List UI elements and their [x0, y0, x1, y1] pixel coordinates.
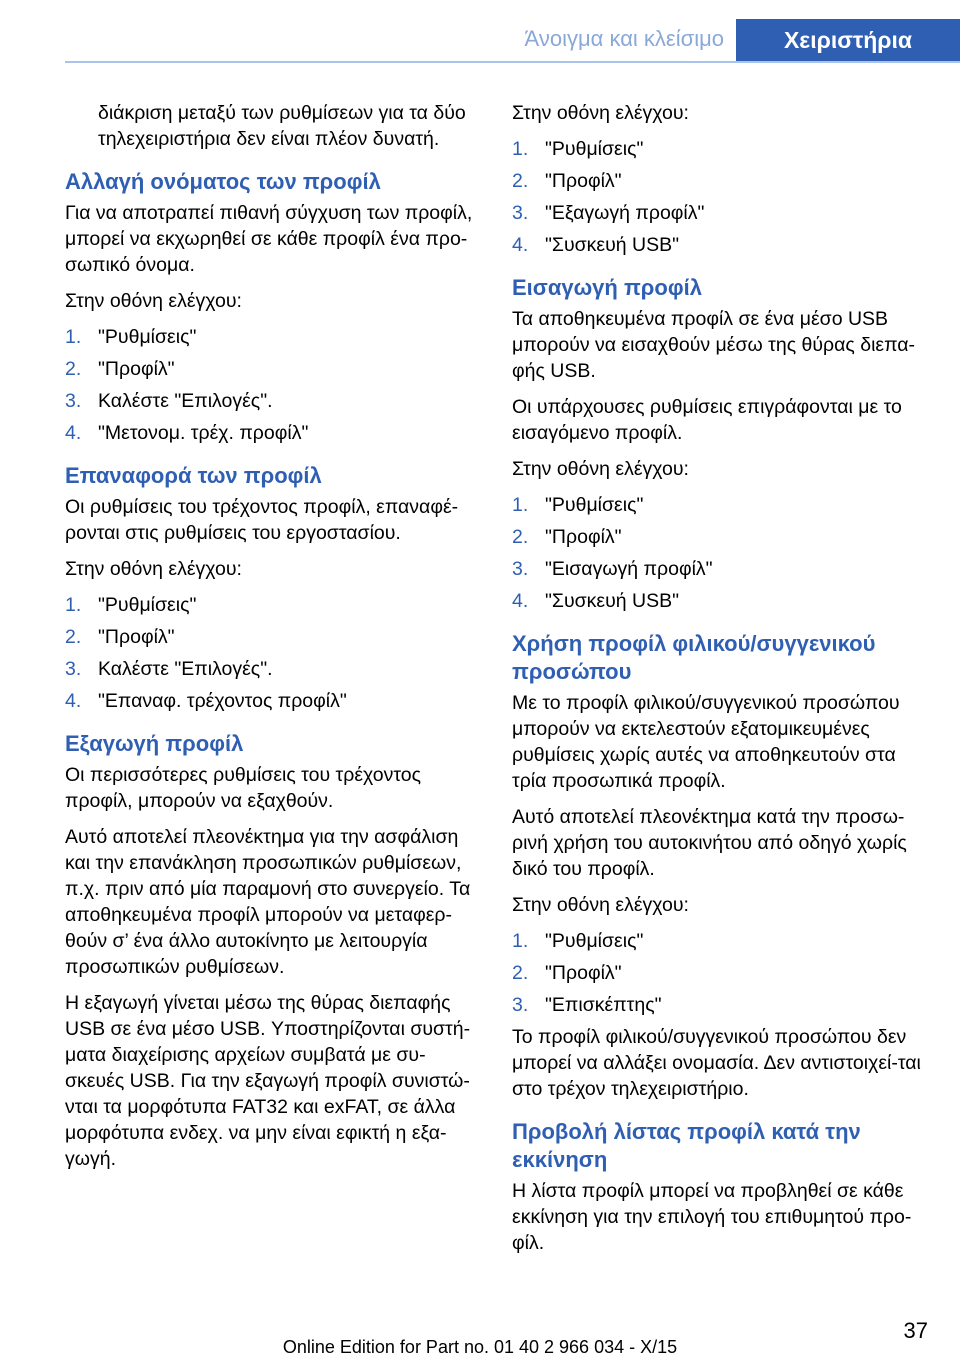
export-steps	[512, 136, 930, 258]
right-column	[512, 100, 930, 1266]
footer-edition	[0, 1337, 960, 1358]
rename-paragraph: Για να αποτραπεί πιθανή σύγχυση των προφίλ, μπορεί να εκχωρηθεί σε κάθε προφίλ ένα προ-σωπικό όνομα.	[65, 202, 473, 276]
list-item: 1. "Ρυθμίσεις"	[512, 494, 644, 516]
page-number: 37	[903, 1318, 928, 1343]
guest-steps	[512, 928, 930, 1018]
heading-import-profile: Εισαγωγή προφίλ	[512, 275, 702, 300]
list-item: 1. "Ρυθμίσεις"	[65, 594, 197, 616]
header-section-title: Άνοιγμα και κλείσιμο	[524, 26, 724, 51]
guest-paragraph-2: Αυτό αποτελεί πλεονέκτημα κατά την προσω-ρινή χρήση του αυτοκινήτου από οδηγό χωρίς δικό του προφίλ.	[512, 806, 907, 880]
page-header	[0, 0, 960, 62]
list-item: 2. "Προφίλ"	[512, 526, 622, 548]
list-item: 2. "Προφίλ"	[65, 358, 175, 380]
list-item: 3. "Εισαγωγή προφίλ"	[512, 558, 713, 580]
import-paragraph-1: Τα αποθηκευμένα προφίλ σε ένα μέσο USB μπορούν να εισαχθούν μέσω της θύρας διεπα-φής USB.	[512, 308, 916, 382]
reset-paragraph: Οι ρυθμίσεις του τρέχοντος προφίλ, επαναφέ-ρονται στις ρυθμίσεις του εργοστασίου.	[65, 496, 459, 544]
intro-continuation: διάκριση μεταξύ των ρυθμίσεων για τα δύο τηλεχειριστήρια δεν είναι πλέον δυνατή.	[98, 102, 466, 150]
export-paragraph-3: Η εξαγωγή γίνεται μέσω της θύρας διεπαφής USB σε ένα μέσο USB. Υποστηρίζονται συστή-ματα διαχείρισης αρχείων συμβατά με συ-σκευές USB. Για την εξαγωγή προφίλ συνιστώ-νται τα μορφότυπα FAT32 και exFAT, σε άλλα μορφότυπα ενδεχ. να μην είναι εφικτή η εξα-γωγή.	[65, 992, 471, 1170]
export-paragraph-1: Οι περισσότερες ρυθμίσεις του τρέχοντος προφίλ, μπορούν να εξαχθούν.	[65, 764, 421, 812]
list-item: 2. "Προφίλ"	[512, 170, 622, 192]
reset-steps	[65, 592, 483, 714]
list-item: 3. "Επισκέπτης"	[512, 994, 662, 1016]
list-item: 4. "Μετονομ. τρέχ. προφίλ"	[65, 422, 309, 444]
import-steps	[512, 492, 930, 614]
rename-steps	[65, 324, 483, 446]
list-item: 4. "Συσκευή USB"	[512, 234, 680, 256]
list-item: 2. "Προφίλ"	[65, 626, 175, 648]
heading-reset-profiles: Επαναφορά των προφίλ	[65, 463, 322, 488]
header-chapter-tab: Χειριστήρια	[736, 19, 960, 62]
list-item: 1. "Ρυθμίσεις"	[512, 930, 644, 952]
left-column	[65, 100, 483, 1182]
guest-screen-label: Στην οθόνη ελέγχου:	[512, 894, 689, 916]
import-paragraph-2: Οι υπάρχουσες ρυθμίσεις επιγράφονται με το εισαγόμενο προφίλ.	[512, 396, 902, 444]
guest-paragraph-3: Το προφίλ φιλικού/συγγενικού προσώπου δεν μπορεί να αλλάξει ονομασία. Δεν αντιστοιχεί-ται στο τρέχον τηλεχειριστήριο.	[512, 1026, 921, 1100]
header-rule	[65, 61, 960, 63]
rename-screen-label: Στην οθόνη ελέγχου:	[65, 290, 242, 312]
startlist-paragraph: Η λίστα προφίλ μπορεί να προβληθεί σε κάθε εκκίνηση για την επιλογή του επιθυμητού προ-φίλ.	[512, 1180, 912, 1254]
list-item: 4. "Επαναφ. τρέχοντος προφίλ"	[65, 690, 347, 712]
heading-profile-list-startup: Προβολή λίστας προφίλ κατά την εκκίνηση	[512, 1119, 861, 1172]
footer-text: Online Edition for Part no. 01 40 2 966 034 - X/15	[282, 1337, 678, 1357]
list-item: 1. "Ρυθμίσεις"	[65, 326, 197, 348]
list-item: 4. "Συσκευή USB"	[512, 590, 680, 612]
list-item: 3. Καλέστε "Επιλογές".	[65, 658, 273, 680]
reset-screen-label: Στην οθόνη ελέγχου:	[65, 558, 242, 580]
heading-guest-profile: Χρήση προφίλ φιλικού/συγγενικού προσώπου	[512, 631, 876, 684]
list-item: 3. Καλέστε "Επιλογές".	[65, 390, 273, 412]
list-item: 2. "Προφίλ"	[512, 962, 622, 984]
guest-paragraph-1: Με το προφίλ φιλικού/συγγενικού προσώπου μπορούν να εκτελεστούν εξατομικευμένες ρυθμίσεις χωρίς αυτές να αποθηκευτούν στα τρία προσωπικά προφίλ.	[512, 692, 900, 792]
list-item: 1. "Ρυθμίσεις"	[512, 138, 644, 160]
export-paragraph-2: Αυτό αποτελεί πλεονέκτημα για την ασφάλιση και την επανάκληση προσωπικών ρυθμίσεων, π.χ. πριν από μία παραμονή στο συνεργείο. Τα αποθηκευμένα προφίλ μπορούν να μεταφερ-θούν σ’ ένα άλλο αυτοκίνητο με λειτουργία προσωπικών ρυθμίσεων.	[65, 826, 471, 978]
list-item: 3. "Εξαγωγή προφίλ"	[512, 202, 705, 224]
heading-export-profile: Εξαγωγή προφίλ	[65, 731, 244, 756]
export-screen-label: Στην οθόνη ελέγχου:	[512, 102, 689, 124]
import-screen-label: Στην οθόνη ελέγχου:	[512, 458, 689, 480]
heading-rename-profiles: Αλλαγή ονόματος των προφίλ	[65, 169, 381, 194]
